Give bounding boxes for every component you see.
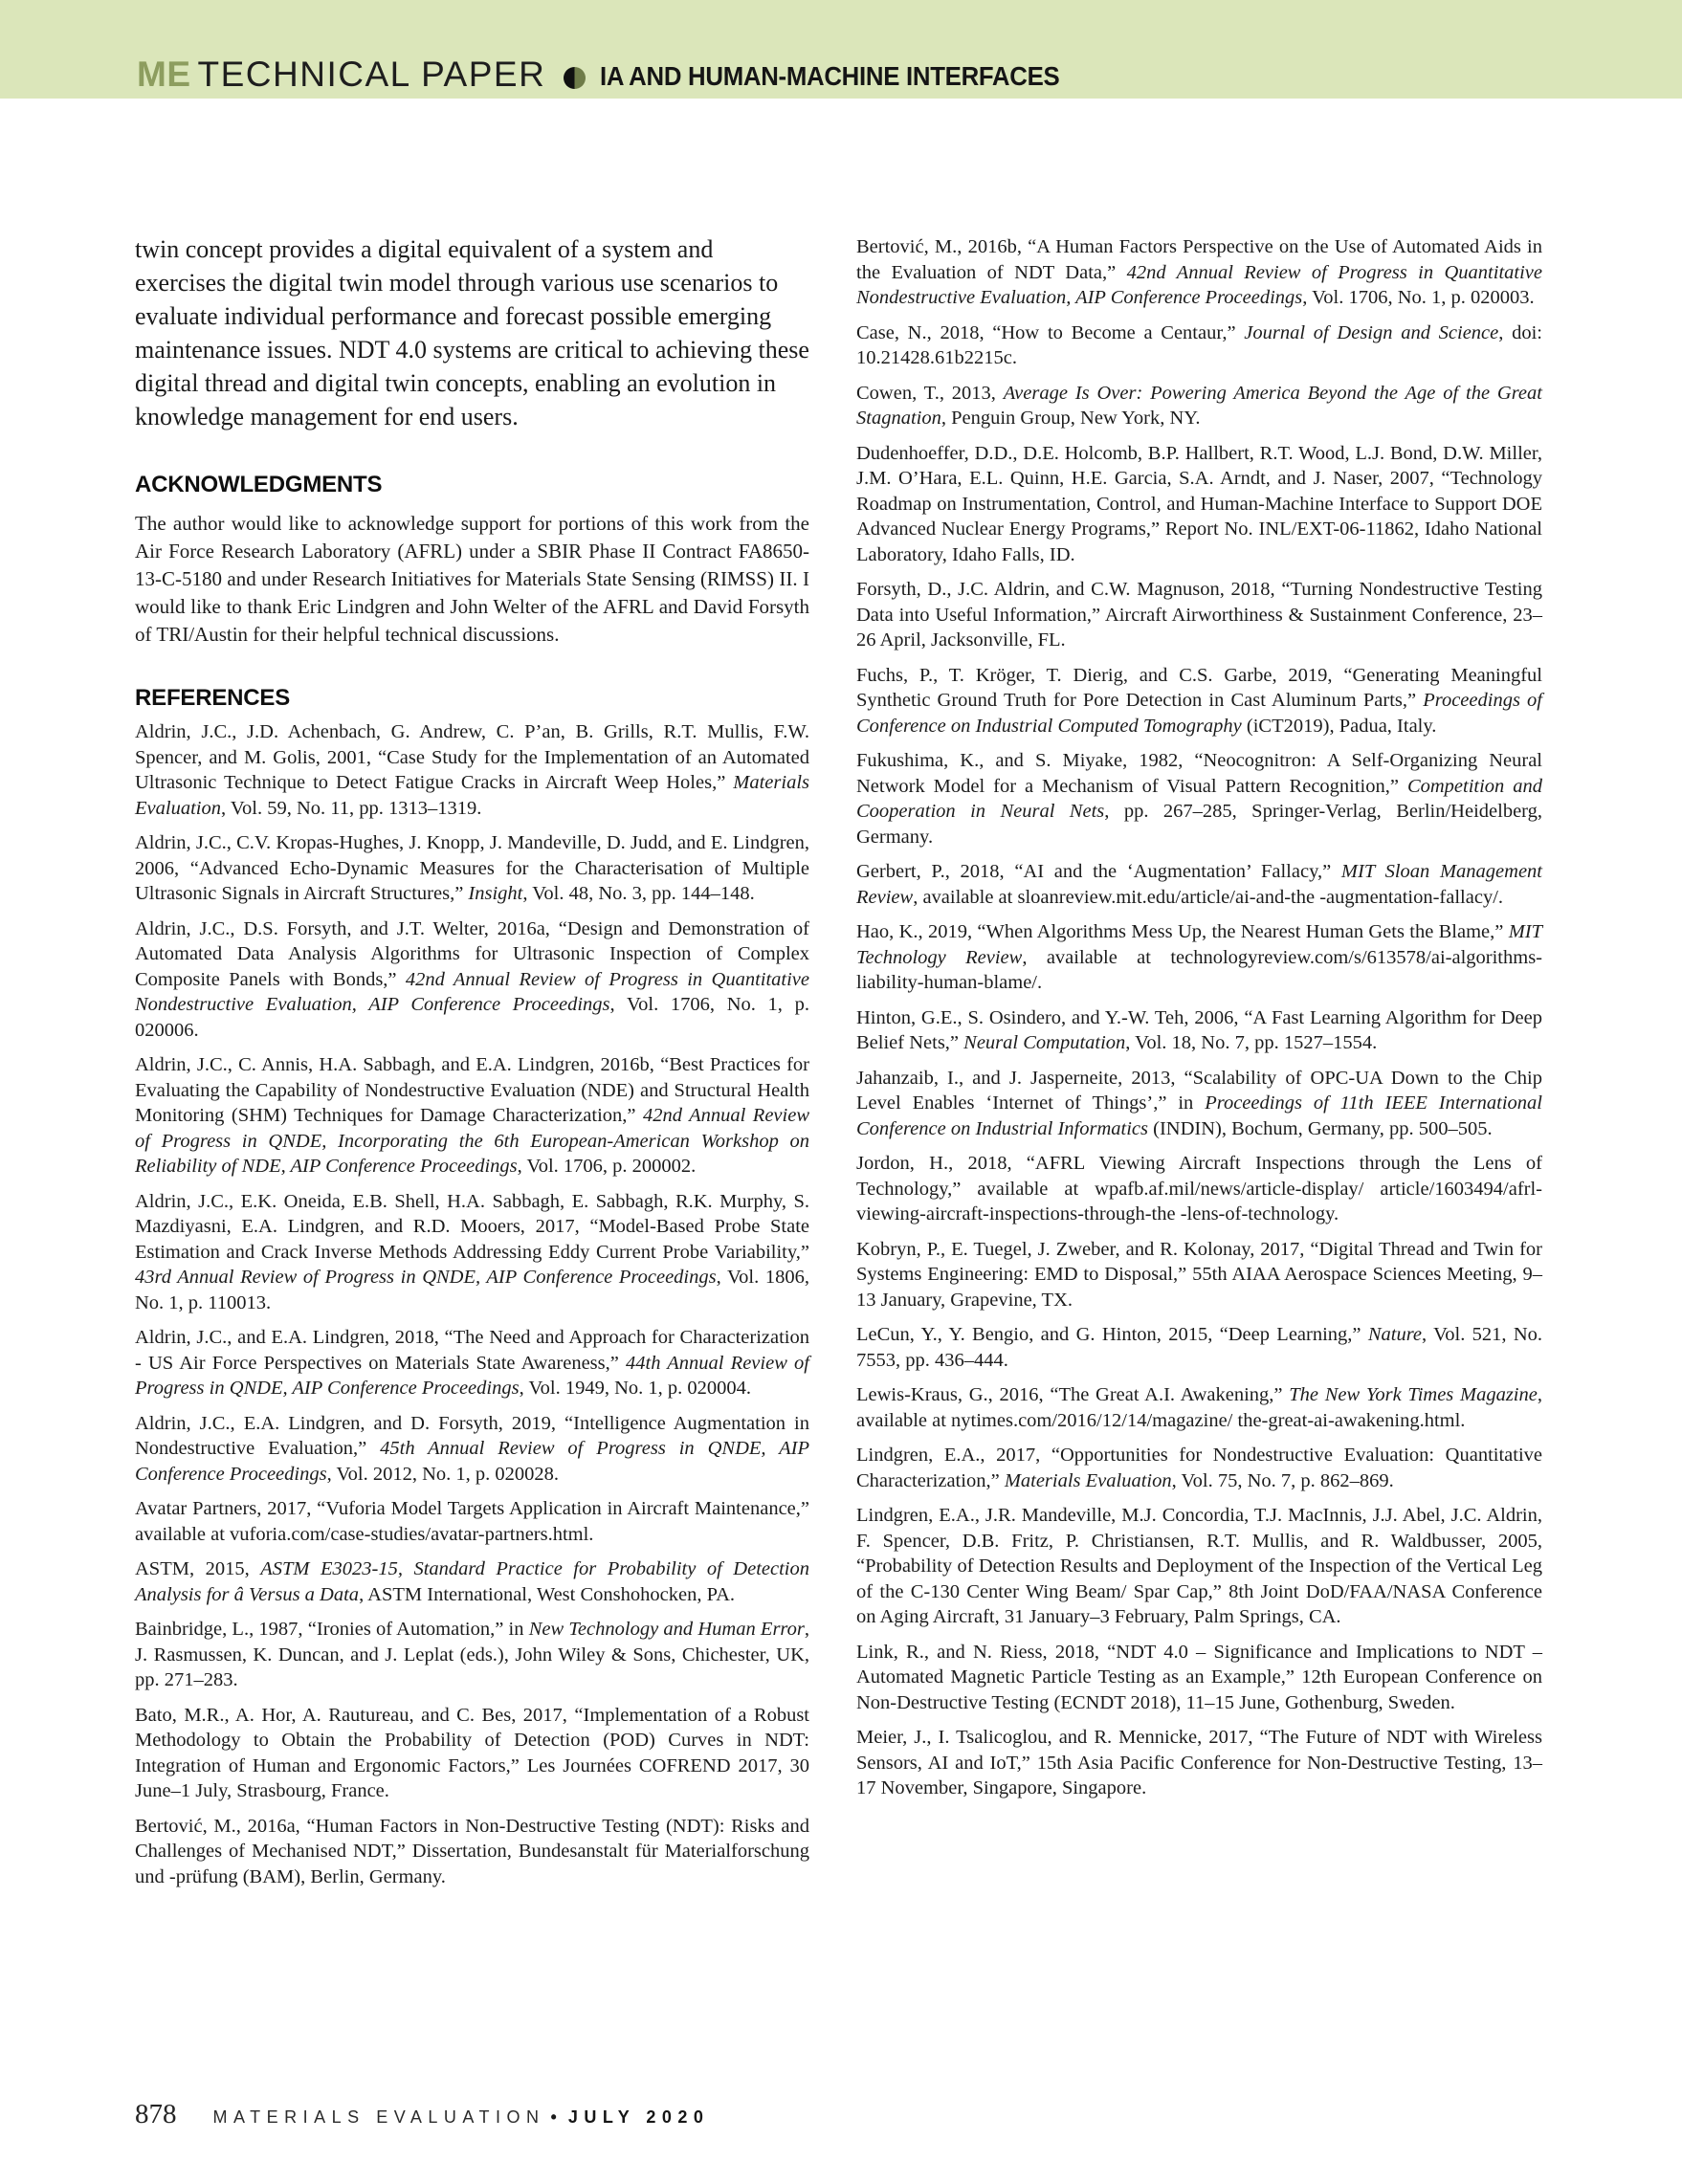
reference-item: Aldrin, J.C., D.S. Forsyth, and J.T. Welter, 2016a, “Design and Demonstration of Automated Data Analysis Algorithms for Ultrasonic Inspection of Complex Composite Panels with Bonds,” 42nd Annual Review of Progress in Quantitative Nondestructive Evaluation, AIP Conference Proceedings, Vol. 1706, No. 1, p. 020006. [135,917,809,1041]
reference-item: Avatar Partners, 2017, “Vuforia Model Targets Application in Aircraft Maintenance,” available at vuforia.com/case-studies/avatar-partners.html. [135,1498,809,1545]
reference-item: Bertović, M., 2016b, “A Human Factors Perspective on the Use of Automated Aids in the Evaluation of NDT Data,” 42nd Annual Review of Progress in Quantitative Nondestructive Evaluation, AIP Conference Proceedings, Vol. 1706, No. 1, p. 020003. [856,236,1542,308]
issue-date: JULY 2020 [567,2107,710,2127]
acknowledgments-heading: ACKNOWLEDGMENTS [135,472,383,497]
reference-item: Link, R., and N. Riess, 2018, “NDT 4.0 – Significance and Implications to NDT – Automated Magnetic Particle Testing as an Example,” 12th European Conference on Non-Destructive Testing (ECNDT 2018), 11–15 June, Gothenburg, Sweden. [856,1641,1542,1713]
reference-item: Bato, M.R., A. Hor, A. Rautureau, and C. Bes, 2017, “Implementation of a Robust Methodology to Obtain the Probability of Detection (POD) Curves in NDT: Integration of Human and Ergonomic Factors,” Les Journées COFREND 2017, 30 June–1 July, Strasbourg, France. [135,1704,809,1801]
reference-item: Lewis-Kraus, G., 2016, “The Great A.I. Awakening,” The New York Times Magazine, available at nytimes.com/2016/12/14/magazine/ the-great-ai-awakening.html. [856,1384,1542,1431]
reference-item: Cowen, T., 2013, Average Is Over: Powering America Beyond the Age of the Great Stagnation, Penguin Group, New York, NY. [856,382,1542,429]
reference-item: Hinton, G.E., S. Osindero, and Y.-W. Teh, 2006, “A Fast Learning Algorithm for Deep Belief Nets,” Neural Computation, Vol. 18, No. 7, pp. 1527–1554. [856,1006,1542,1053]
reference-item: Aldrin, J.C., and E.A. Lindgren, 2018, “The Need and Approach for Characterization - US Air Force Perspectives on Materials State Awareness,” 44th Annual Review of Progress in QNDE, AIP Conference Proceedings, Vol. 1949, No. 1, p. 020004. [135,1327,809,1399]
footer [135,2099,709,2130]
reference-item: Gerbert, P., 2018, “AI and the ‘Augmentation’ Fallacy,” MIT Sloan Management Review, available at sloanreview.mit.edu/article/ai-and-the -augmentation-fallacy/. [856,861,1542,908]
acknowledgments-text: The author would like to acknowledge support for portions of this work from the Air Force Research Laboratory (AFRL) under a SBIR Phase II Contract FA8650-13-C-5180 and under Research Initiatives for Materials State Sensing (RIMSS) II. I would like to thank Eric Lindgren and John Welter of the AFRL and David Forsyth of TRI/Austin for their helpful technical discussions. [135,512,809,646]
page-header [137,0,1099,99]
header-section-title: IA AND HUMAN-MACHINE INTERFACES [600,61,1060,91]
reference-item: Jordon, H., 2018, “AFRL Viewing Aircraft Inspections through the Lens of Technology,” available at wpafb.af.mil/news/article-display/ article/1603494/afrl-viewing-aircraft-inspections-through-the -lens-of-technology. [856,1153,1542,1224]
reference-item: Bainbridge, L., 1987, “Ironies of Automation,” in New Technology and Human Error, J. Rasmussen, K. Duncan, and J. Leplat (eds.), John Wiley & Sons, Chichester, UK, pp. 271–283. [135,1619,810,1690]
left-column [135,232,809,1889]
reference-item: Hao, K., 2019, “When Algorithms Mess Up, the Nearest Human Gets the Blame,” MIT Technology Review, available at technologyreview.com/s/613578/ai-algorithms-liability-human-blame/. [856,921,1542,993]
reference-item: Kobryn, P., E. Tuegel, J. Zweber, and R. Kolonay, 2017, “Digital Thread and Twin for Systems Engineering: EMD to Disposal,” 55th AIAA Aerospace Sciences Meeting, 9–13 January, Grapevine, TX. [856,1238,1542,1311]
reference-item: Fukushima, K., and S. Miyake, 1982, “Neocognitron: A Self-Organizing Neural Network Model for a Mechanism of Visual Pattern Recognition,” Competition and Cooperation in Neural Nets, pp. 267–285, Springer-Verlag, Berlin/Heidelberg, Germany. [856,750,1542,848]
reference-item: Aldrin, J.C., J.D. Achenbach, G. Andrew, C. P’an, B. Grills, R.T. Mullis, F.W. Spencer, and M. Golis, 2001, “Case Study for the Implementation of an Automated Ultrasonic Technique to Detect Fatigue Cracks in Aircraft Weep Holes,” Materials Evaluation, Vol. 59, No. 11, pp. 1313–1319. [135,721,809,819]
header-title: TECHNICAL PAPER [197,55,546,94]
journal-name: MATERIALS EVALUATION [212,2107,545,2127]
references-list-left [135,719,809,1889]
references-list-right [856,234,1542,1801]
right-column [856,232,1542,1801]
reference-item: Forsyth, D., J.C. Aldrin, and C.W. Magnuson, 2018, “Turning Nondestructive Testing Data into Useful Information,” Aircraft Airworthiness & Sustainment Conference, 23–26 April, Jacksonville, FL. [856,579,1542,651]
page-number: 878 [135,2099,177,2129]
reference-item: Jahanzaib, I., and J. Jasperneite, 2013, “Scalability of OPC-UA Down to the Chip Level Enables ‘Internet of Things’,” in Proceedings of 11th IEEE International Conference on Industrial Informatics (INDIN), Bochum, Germany, pp. 500–505. [856,1067,1542,1139]
reference-item: Case, N., 2018, “How to Become a Centaur,” Journal of Design and Science, doi: 10.21428.61b2215c. [856,321,1542,368]
reference-item: LeCun, Y., Y. Bengio, and G. Hinton, 2015, “Deep Learning,” Nature, Vol. 521, No. 7553, pp. 436–444. [856,1324,1543,1371]
references-heading: REFERENCES [135,685,291,711]
reference-item: Aldrin, J.C., E.A. Lindgren, and D. Forsyth, 2019, “Intelligence Augmentation in Nondestructive Evaluation,” 45th Annual Review of Progress in QNDE, AIP Conference Proceedings, Vol. 2012, No. 1, p. 020028. [135,1412,809,1485]
reference-item: Dudenhoeffer, D.D., D.E. Holcomb, B.P. Hallbert, R.T. Wood, L.J. Bond, D.W. Miller, J.M. O’Hara, E.L. Quinn, H.E. Garcia, S.A. Arndt, and J. Naser, 2007, “Technology Roadmap on Instrumentation, Control, and Human-Machine Interface to Support DOE Advanced Nuclear Energy Programs,” Report No. INL/EXT-06-11862, Idaho National Laboratory, Idaho Falls, ID. [856,442,1542,565]
reference-item: Meier, J., I. Tsalicoglou, and R. Mennicke, 2017, “The Future of NDT with Wireless Sensors, AI and IoT,” 15th Asia Pacific Conference for Non-Destructive Testing, 13–17 November, Singapore, Singapore. [856,1727,1542,1798]
brand-logo: ME [137,55,191,94]
reference-item: Aldrin, J.C., E.K. Oneida, E.B. Shell, H.A. Sabbagh, E. Sabbagh, R.K. Murphy, S. Mazdiyasni, E.A. Lindgren, and R.D. Mooers, 2017, “Model-Based Probe State Estimation and Crack Inverse Methods Addressing Eddy Current Probe Variability,” 43rd Annual Review of Progress in QNDE, AIP Conference Proceedings, Vol. 1806, No. 1, p. 110013. [135,1190,809,1313]
reference-item: Lindgren, E.A., 2017, “Opportunities for Nondestructive Evaluation: Quantitative Characterization,” Materials Evaluation, Vol. 75, No. 7, p. 862–869. [856,1445,1542,1491]
intro-paragraph: twin concept provides a digital equivalent of a system and exercises the digital twin model through various use scenarios to evaluate individual performance and forecast possible emerging maintenance issues. NDT 4.0 systems are critical to achieving these digital thread and digital twin concepts, enabling an evolution in knowledge management for end users. [135,235,809,430]
footer-bullet: • [550,2107,557,2127]
reference-item: ASTM, 2015, ASTM E3023-15, Standard Practice for Probability of Detection Analysis for â Versus a Data, ASTM International, West Conshohocken, PA. [135,1558,809,1605]
reference-item: Lindgren, E.A., J.R. Mandeville, M.J. Concordia, T.J. MacInnis, J.J. Abel, J.C. Aldrin, F. Spencer, D.B. Fritz, P. Christiansen, R.T. Mullis, and R. Waldbusser, 2005, “Probability of Detection Results and Deployment of the Inspection of the Vertical Leg of the C-130 Center Wing Beam/ Spar Cap,” 8th Joint DoD/FAA/NASA Conference on Aging Aircraft, 31 January–3 February, Palm Springs, CA. [856,1505,1542,1627]
reference-item: Bertović, M., 2016a, “Human Factors in Non-Destructive Testing (NDT): Risks and Challenges of Mechanised NDT,” Dissertation, Bundesanstalt für Materialforschung und -prüfung (BAM), Berlin, Germany. [135,1815,809,1887]
reference-item: Aldrin, J.C., C.V. Kropas-Hughes, J. Knopp, J. Mandeville, D. Judd, and E. Lindgren, 2006, “Advanced Echo-Dynamic Measures for the Characterisation of Multiple Ultrasonic Signals in Aircraft Structures,” Insight, Vol. 48, No. 3, pp. 144–148. [135,832,809,904]
reference-item: Fuchs, P., T. Kröger, T. Dierig, and C.S. Garbe, 2019, “Generating Meaningful Synthetic Ground Truth for Pore Detection in Cast Aluminum Parts,” Proceedings of Conference on Industrial Computed Tomography (iCT2019), Padua, Italy. [856,664,1542,737]
reference-item: Aldrin, J.C., C. Annis, H.A. Sabbagh, and E.A. Lindgren, 2016b, “Best Practices for Evaluating the Capability of Nondestructive Evaluation (NDE) and Structural Health Monitoring (SHM) Techniques for Damage Characterization,” 42nd Annual Review of Progress in QNDE, Incorporating the 6th European-American Workshop on Reliability of NDE, AIP Conference Proceedings, Vol. 1706, p. 200002. [135,1054,809,1177]
half-filled-circle-icon [564,67,586,89]
